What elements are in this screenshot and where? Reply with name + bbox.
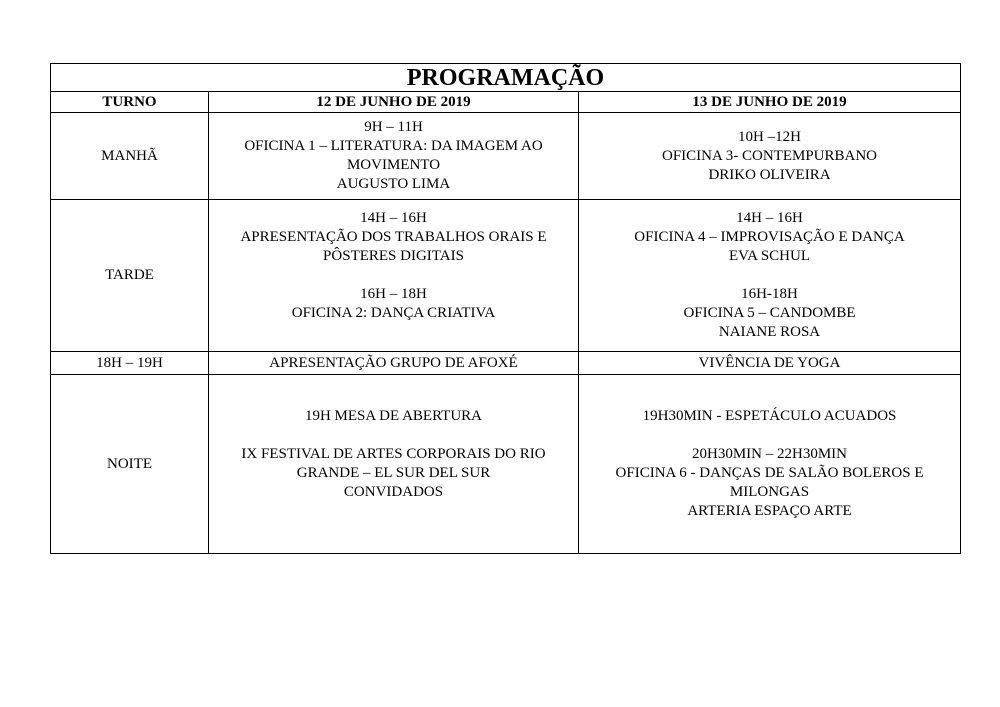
cell-tarde-day1: [209, 200, 579, 352]
row-noite: [51, 375, 961, 554]
header-day2: 13 DE JUNHO DE 2019: [579, 92, 961, 113]
row-tarde: [51, 200, 961, 352]
spacer: [215, 323, 572, 342]
row-manha: [51, 113, 961, 200]
spacer: [585, 426, 954, 445]
time: 14H – 16H: [360, 210, 427, 226]
spacer: [215, 502, 572, 521]
event-title: 19H30MIN - ESPETÁCULO ACUADOS: [642, 408, 897, 424]
turno-manha: MANHÃ: [51, 113, 209, 200]
event-title: OFICINA 3- CONTEMPURBANO: [662, 147, 878, 164]
schedule-table: [50, 63, 961, 554]
row-18h-19h: [51, 352, 961, 375]
spacer: [215, 426, 572, 445]
event-title: 19H MESA DE ABERTURA: [304, 408, 483, 424]
event-title: MILONGAS: [729, 484, 810, 500]
event-title: OFICINA 4 – IMPROVISAÇÃO E DANÇA: [634, 229, 905, 245]
turno-18h-19h: 18H – 19H: [51, 352, 209, 375]
cell-noite-day2: [579, 375, 961, 554]
spacer: [585, 266, 954, 285]
event-title: OFICINA 1 – LITERATURA: DA IMAGEM AO: [244, 138, 543, 154]
time: 16H – 18H: [360, 286, 427, 302]
spacer: [215, 266, 572, 285]
person-name: DRIKO OLIVEIRA: [708, 166, 831, 183]
time: 10H –12H: [738, 128, 801, 145]
event-title: MOVIMENTO: [346, 157, 441, 173]
title-row: [51, 64, 961, 92]
time: 20H30MIN – 22H30MIN: [692, 446, 848, 462]
time: 14H – 16H: [736, 210, 803, 226]
cell-18h-19h-day1: APRESENTAÇÃO GRUPO DE AFOXÉ: [209, 352, 579, 375]
person-name: AUGUSTO LIMA: [336, 176, 451, 192]
event-title: OFICINA 5 – CANDOMBE: [683, 305, 856, 321]
event-title: OFICINA 6 - DANÇAS DE SALÃO BOLEROS E: [615, 465, 924, 481]
turno-tarde: TARDE: [51, 200, 209, 352]
event-title: CONVIDADOS: [343, 484, 444, 500]
cell-manha-day2: [579, 113, 961, 200]
event-title: GRANDE – EL SUR DEL SUR: [296, 465, 491, 481]
cell-tarde-day2: [579, 200, 961, 352]
header-day1: 12 DE JUNHO DE 2019: [209, 92, 579, 113]
time: 9H – 11H: [364, 119, 423, 135]
person-name: NAIANE ROSA: [718, 324, 821, 340]
time: 16H-18H: [741, 286, 798, 302]
cell-manha-day1: [209, 113, 579, 200]
cell-18h-19h-day2: VIVÊNCIA DE YOGA: [579, 352, 961, 375]
event-title: APRESENTAÇÃO DOS TRABALHOS ORAIS E: [240, 229, 547, 245]
header-row: [51, 92, 961, 113]
cell-noite-day1: [209, 375, 579, 554]
person-name: EVA SCHUL: [729, 248, 811, 264]
header-turno: TURNO: [51, 92, 209, 113]
event-title: PÔSTERES DIGITAIS: [323, 248, 464, 264]
event-title: OFICINA 2: DANÇA CRIATIVA: [291, 305, 496, 321]
event-title: IX FESTIVAL DE ARTES CORPORAIS DO RIO: [241, 446, 546, 462]
page-title: PROGRAMAÇÃO: [51, 64, 961, 92]
venue-name: ARTERIA ESPAÇO ARTE: [687, 503, 852, 519]
turno-noite: NOITE: [51, 375, 209, 554]
